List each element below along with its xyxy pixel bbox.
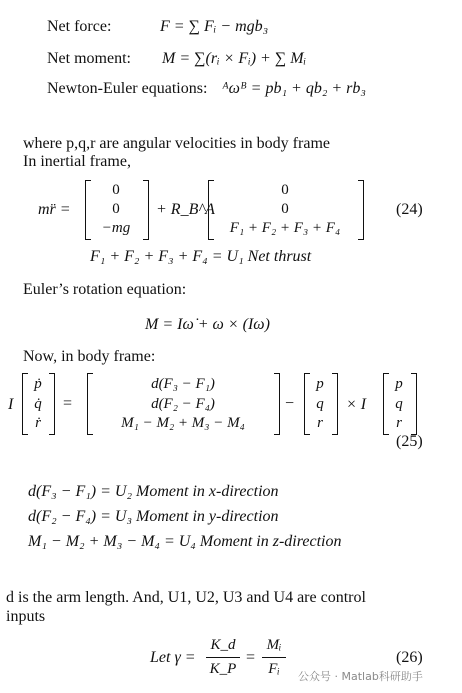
eq26-fraction-bar-2 — [262, 657, 286, 658]
eq25-bracket-right-1 — [49, 373, 55, 435]
eq24-lhs: mr̈ = — [38, 201, 71, 218]
eq24-bracket-right-2 — [358, 180, 364, 240]
eq24-col2-r3: F₁ + F₂ + F₃ + F₄ — [229, 220, 341, 236]
eq25-col2-r1: d(F₃ − F₁) — [151, 376, 215, 392]
eq25-equals: = — [63, 395, 73, 412]
eq26-equals: = — [246, 649, 256, 666]
eq26-fraction-bar-1 — [206, 657, 240, 658]
eq24-col2-r1: 0 — [281, 182, 289, 198]
eq25-col3-r3: r — [317, 415, 323, 431]
eq24-col2-r2: 0 — [281, 201, 289, 217]
eq25-col4-r2: q — [395, 396, 403, 412]
eq25-bracket-right-2 — [274, 373, 280, 435]
eq26-let: Let γ = — [150, 649, 196, 666]
eq25-bracket-right-3 — [332, 373, 338, 435]
eq25-bracket-right-4 — [411, 373, 417, 435]
eq25-col2-r2: d(F₂ − F₄) — [151, 396, 215, 412]
arm-length-text: d is the arm length. And, U1, U2, U3 and U4 are control — [6, 589, 366, 606]
eq25-col1-r3: ṙ — [35, 415, 41, 431]
eq25-col3-r1: p — [316, 376, 324, 392]
eq25-times-inertia: × I — [346, 396, 367, 413]
newton-euler-formula: ᴬωᴮ = pb₁ + qb₂ + rb₃ — [222, 80, 366, 97]
net-force-formula: F = ∑ Fᵢ − mgb₃ — [160, 18, 269, 35]
eq26-num1: K_d — [210, 637, 236, 653]
eq24-col1-r1: 0 — [112, 182, 120, 198]
euler-label: Euler’s rotation equation: — [23, 281, 187, 298]
eq25-number: (25) — [396, 433, 423, 450]
net-moment-label: Net moment: — [47, 50, 131, 67]
euler-equation: M = Iω̇ + ω × (Iω) — [145, 316, 270, 333]
watermark: 公众号 · Matlab科研助手 — [298, 670, 423, 683]
u2-definition: d(F₃ − F₁) = U₂ Moment in x-direction — [28, 483, 279, 500]
eq24-rotation: + R_B^A — [156, 201, 215, 218]
eq24-bracket-right-1 — [143, 180, 149, 240]
eq25-col4-r1: p — [395, 376, 403, 392]
eq26-number: (26) — [396, 649, 423, 666]
newton-euler-label: Newton-Euler equations: — [47, 80, 208, 97]
body-frame-text: Now, in body frame: — [23, 348, 156, 365]
angular-velocity-text: where p,q,r are angular velocities in body frame — [23, 135, 330, 152]
eq24-col1-r3: −mg — [101, 220, 131, 236]
u4-definition: M₁ − M₂ + M₃ − M₄ = U₄ Moment in z-direction — [28, 533, 342, 550]
eq26-den2: Fᵢ — [268, 661, 280, 677]
eq25-col3-r2: q — [316, 396, 324, 412]
eq26-num2: Mᵢ — [266, 637, 282, 653]
eq25-col1-r1: ṗ — [34, 376, 42, 392]
eq24-number: (24) — [396, 201, 423, 218]
net-thrust-equation: F₁ + F₂ + F₃ + F₄ = U₁ Net thrust — [90, 248, 312, 265]
eq25-col2-r3: M₁ − M₂ + M₃ − M₄ — [121, 415, 245, 431]
eq24-col1-r2: 0 — [112, 201, 120, 217]
inputs-text: inputs — [6, 608, 46, 625]
u3-definition: d(F₂ − F₄) = U₃ Moment in y-direction — [28, 508, 279, 525]
net-moment-formula: M = ∑(rᵢ × Fᵢ) + ∑ Mᵢ — [162, 50, 307, 67]
net-force-label: Net force: — [47, 18, 112, 35]
eq25-inertia: I — [8, 396, 14, 413]
eq26-den1: K_P — [209, 661, 237, 677]
eq25-col1-r2: q̇ — [34, 396, 42, 412]
eq25-col4-r3: r — [396, 415, 402, 431]
eq24-bracket-left-1 — [85, 180, 91, 240]
eq25-bracket-left-2 — [87, 373, 93, 435]
eq25-minus: − — [285, 395, 295, 412]
inertial-frame-text: In inertial frame, — [23, 153, 131, 170]
